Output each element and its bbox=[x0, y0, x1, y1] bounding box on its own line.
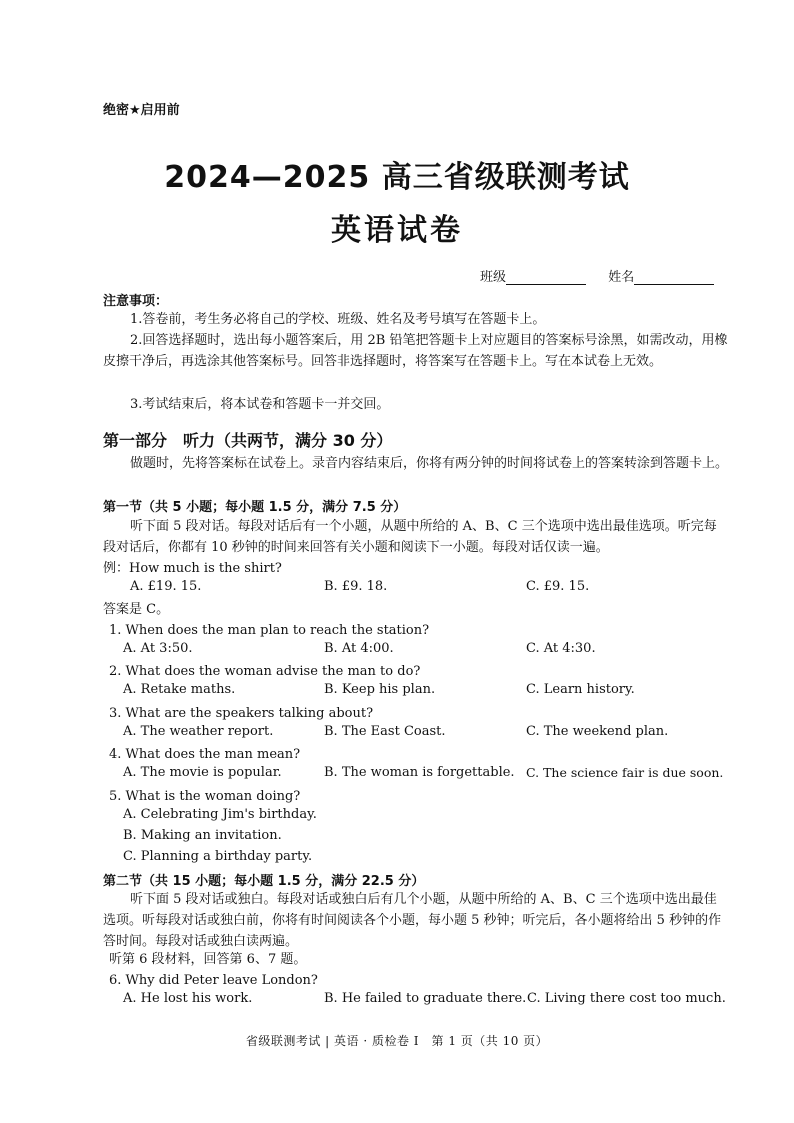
q1-option-c: C. At 4:30. bbox=[526, 641, 596, 656]
class-field[interactable] bbox=[506, 270, 586, 285]
part1-intro: 做题时，先将答案标在试卷上。录音内容结束后，你将有两分钟的时间将试卷上的答案转涂到答题卡上。 bbox=[130, 456, 729, 471]
q6-option-c: C. Living there cost too much. bbox=[527, 991, 726, 1006]
confidential-label: 绝密★启用前 bbox=[103, 103, 180, 118]
notice-item-2: 2.回答选择题时，选出每小题答案后，用 2B 铅笔把答题卡上对应题目的答案标号涂黑，如需改动，用橡皮擦干净后，再选涂其他答案标号。回答非选择题时，将答案写在答题卡上。写在本试卷上无效。 bbox=[103, 333, 728, 369]
page-footer: 省级联测考试 | 英语 · 质检卷 Ⅰ 第 1 页（共 10 页） bbox=[245, 1034, 549, 1048]
q2-option-b: B. Keep his plan. bbox=[324, 682, 436, 697]
exam-title: 2024—2025 高三省级联测考试 bbox=[164, 160, 630, 195]
question-3: 3. What are the speakers talking about? bbox=[109, 706, 374, 721]
q6-option-a: A. He lost his work. bbox=[123, 991, 253, 1006]
q3-option-b: B. The East Coast. bbox=[324, 724, 446, 739]
q3-option-a: A. The weather report. bbox=[123, 724, 274, 739]
question-1: 1. When does the man plan to reach the station? bbox=[109, 623, 430, 638]
q6-option-b: B. He failed to graduate there. bbox=[324, 991, 527, 1006]
question-5: 5. What is the woman doing? bbox=[109, 789, 301, 804]
student-info-fields bbox=[480, 266, 714, 285]
example-option-c: C. £9. 15. bbox=[526, 579, 590, 594]
name-label: 姓名 bbox=[608, 270, 635, 285]
example-question: 例：How much is the shirt? bbox=[103, 561, 282, 576]
part1-heading: 第一部分 听力（共两节，满分 30 分） bbox=[103, 431, 393, 450]
q1-option-a: A. At 3:50. bbox=[123, 641, 193, 656]
q5-option-a: A. Celebrating Jim's birthday. bbox=[123, 807, 317, 822]
notice-item-3: 3.考试结束后，将本试卷和答题卡一并交回。 bbox=[130, 397, 390, 412]
q4-option-a: A. The movie is popular. bbox=[123, 765, 282, 780]
section1-heading: 第一节（共 5 小题；每小题 1.5 分，满分 7.5 分） bbox=[103, 500, 407, 515]
q2-option-c: C. Learn history. bbox=[526, 682, 635, 697]
exam-subtitle: 英语试卷 bbox=[331, 213, 463, 248]
question-4: 4. What does the man mean? bbox=[109, 747, 301, 762]
material-6-note: 听第 6 段材料，回答第 6、7 题。 bbox=[109, 952, 307, 967]
example-answer: 答案是 C。 bbox=[103, 602, 170, 617]
example-option-b: B. £9. 18. bbox=[324, 579, 388, 594]
section1-instructions: 听下面 5 段对话。每段对话后有一个小题，从题中所给的 A、B、C 三个选项中选出最佳选项。听完每段对话后，你都有 10 秒钟的时间来回答有关小题和阅读下一小题。每段对话仅读一遍。 bbox=[103, 519, 717, 555]
question-2: 2. What does the woman advise the man to do? bbox=[109, 664, 421, 679]
section2-instructions: 听下面 5 段对话或独白。每段对话或独白后有几个小题，从题中所给的 A、B、C 三个选项中选出最佳选项。听每段对话或独白前，你将有时间阅读各个小题，每小题 5 秒钟；听完后，各小题将给出 5 秒钟的作答时间。每段对话或独白读两遍。 bbox=[103, 892, 722, 949]
q4-option-b: B. The woman is forgettable. bbox=[324, 765, 515, 780]
q2-option-a: A. Retake maths. bbox=[123, 682, 236, 697]
q5-option-b: B. Making an invitation. bbox=[123, 828, 282, 843]
section2-heading: 第二节（共 15 小题；每小题 1.5 分，满分 22.5 分） bbox=[103, 874, 425, 889]
notice-item-1: 1.答卷前，考生务必将自己的学校、班级、姓名及考号填写在答题卡上。 bbox=[130, 312, 546, 327]
notice-heading: 注意事项： bbox=[103, 294, 169, 309]
example-option-a: A. £19. 15. bbox=[130, 579, 202, 594]
q5-option-c: C. Planning a birthday party. bbox=[123, 849, 313, 864]
q1-option-b: B. At 4:00. bbox=[324, 641, 394, 656]
q4-option-c: C. The science fair is due soon. bbox=[526, 765, 724, 780]
class-label: 班级 bbox=[480, 270, 507, 285]
name-field[interactable] bbox=[634, 270, 714, 285]
question-6: 6. Why did Peter leave London? bbox=[109, 973, 318, 988]
q3-option-c: C. The weekend plan. bbox=[526, 724, 669, 739]
